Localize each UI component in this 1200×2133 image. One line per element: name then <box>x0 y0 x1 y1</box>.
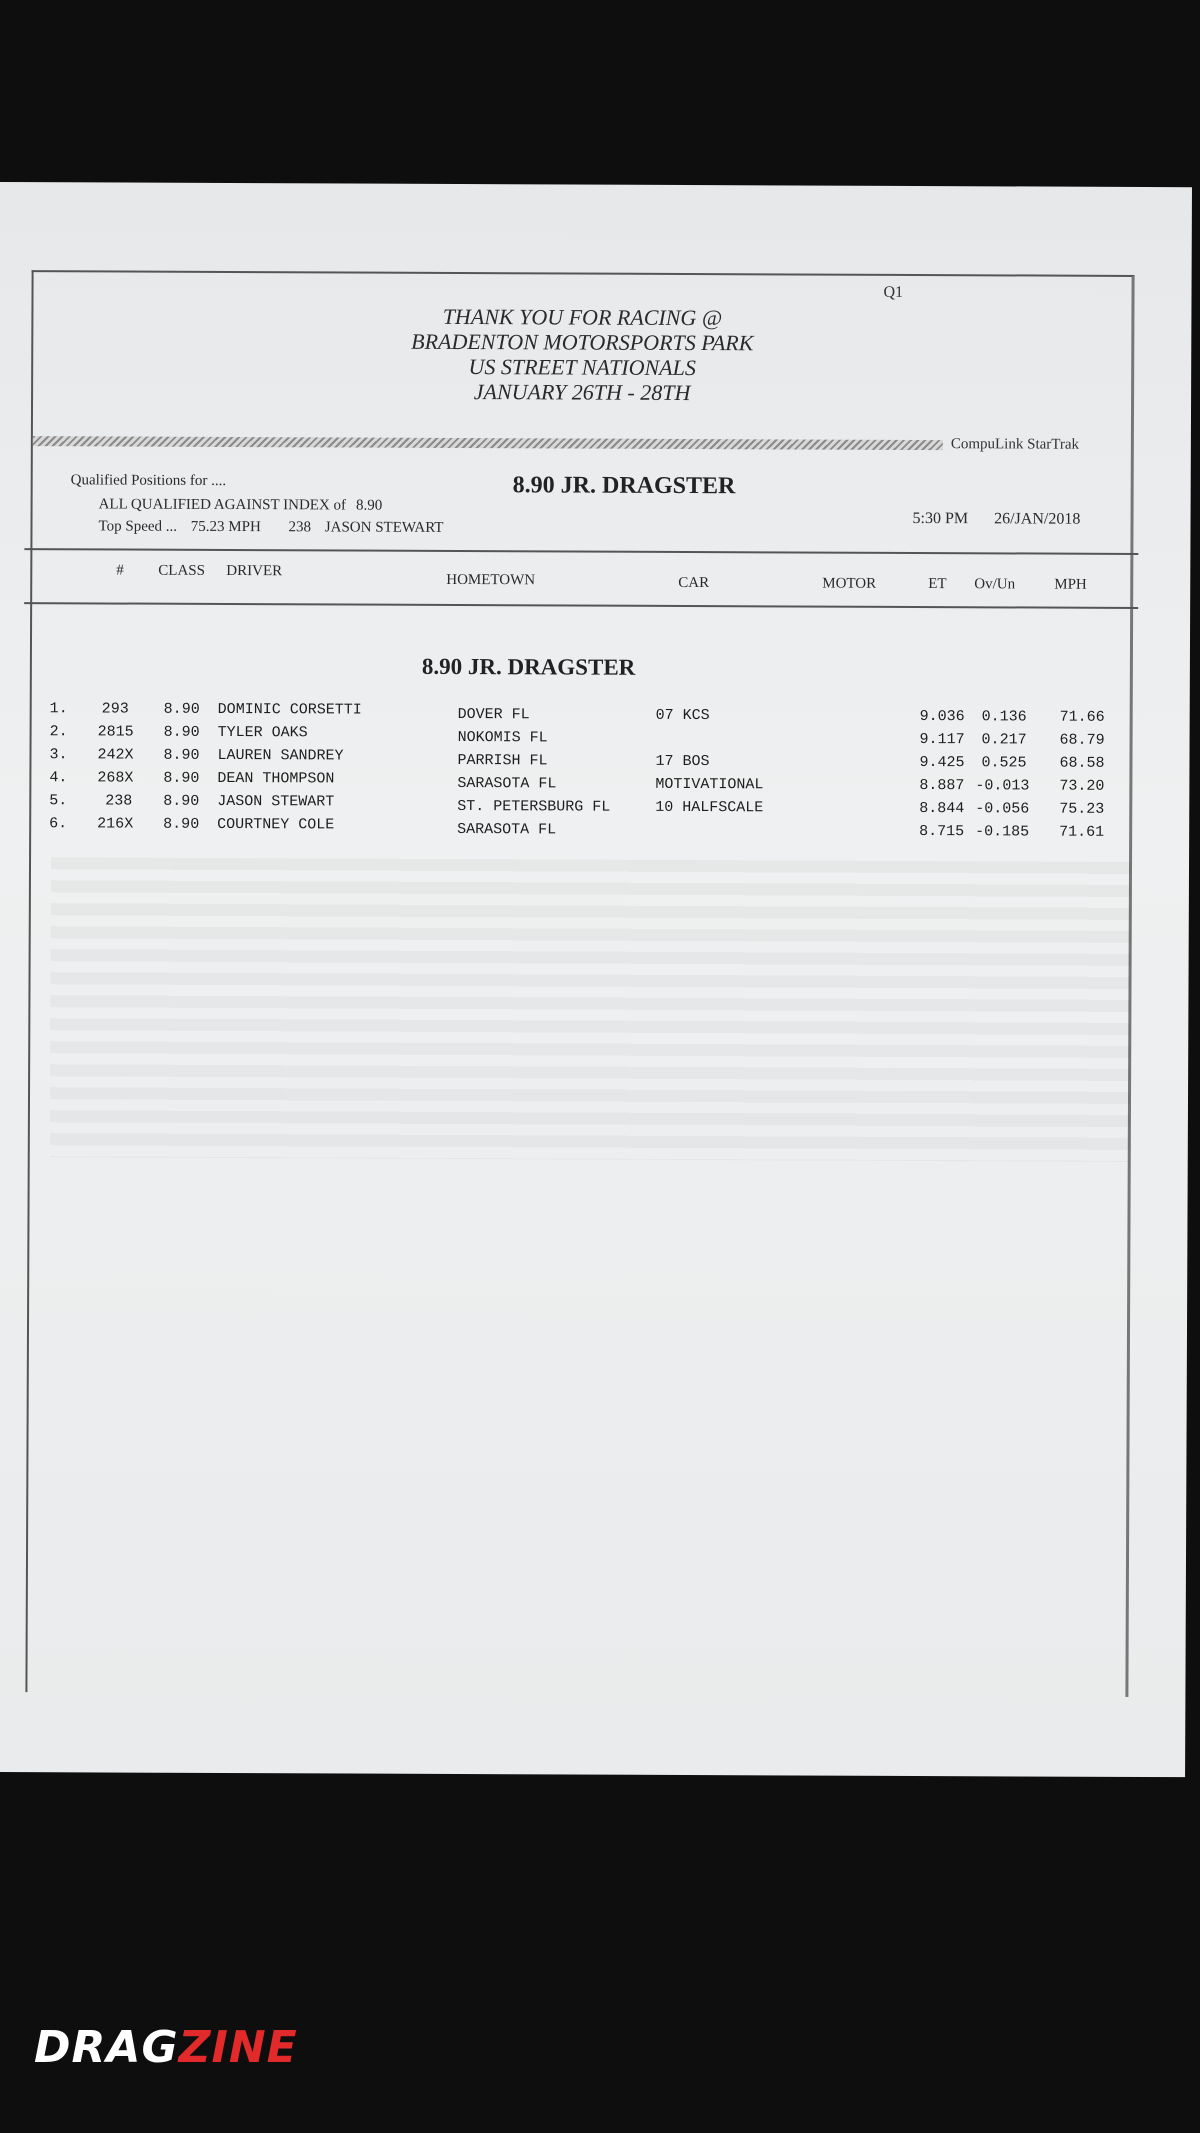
cell-mph: 68.58 <box>1059 754 1105 772</box>
thank-you-banner <box>33 302 1131 407</box>
col-num: # <box>116 562 124 579</box>
sheet-frame <box>25 270 1134 1697</box>
cell-driver: DOMINIC CORSETTI <box>217 700 362 719</box>
cell-class: 8.90 <box>163 723 200 741</box>
col-driver: DRIVER <box>226 562 283 580</box>
cell-driver: TYLER OAKS <box>217 723 308 742</box>
top-speed-label: Top Speed ... <box>98 518 178 535</box>
top-speed-line <box>98 518 453 537</box>
col-motor: MOTOR <box>822 575 877 592</box>
cell-class: 8.90 <box>163 769 200 787</box>
cell-driver: DEAN THOMPSON <box>217 769 335 788</box>
cell-car: 07 KCS <box>655 706 710 725</box>
cell-num: 293 <box>101 700 129 718</box>
section-title: 8.90 JR. DRAGSTER <box>421 653 636 680</box>
cell-hometown: NOKOMIS FL <box>457 729 548 747</box>
banner-line: US STREET NATIONALS <box>468 354 696 381</box>
cell-et: 8.887 <box>919 777 965 795</box>
cell-ovun: -0.185 <box>975 823 1030 841</box>
hatch-divider <box>33 436 943 450</box>
cell-driver: COURTNEY COLE <box>217 815 335 834</box>
banner-line: THANK YOU FOR RACING @ <box>442 303 723 331</box>
cell-ovun: 0.217 <box>981 731 1027 749</box>
cell-mph: 73.20 <box>1059 777 1105 795</box>
cell-class: 8.90 <box>163 700 200 718</box>
logo-part-zine: ZINE <box>178 2022 298 2073</box>
col-class: CLASS <box>158 562 206 579</box>
results-sheet <box>0 182 1192 1777</box>
top-speed-driver: JASON STEWART <box>324 519 444 536</box>
cell-et: 9.117 <box>919 731 965 749</box>
cell-num: 2815 <box>97 723 134 741</box>
cell-hometown: DOVER FL <box>457 706 530 724</box>
col-hometown: HOMETOWN <box>446 571 536 589</box>
cell-ovun: 0.136 <box>981 708 1027 726</box>
cell-ovun: 0.525 <box>981 754 1027 772</box>
cell-car: MOTIVATIONAL <box>655 775 764 794</box>
cell-pos: 3. <box>49 746 68 764</box>
cell-et: 8.715 <box>919 823 965 841</box>
cell-num: 242X <box>97 746 134 764</box>
cell-pos: 1. <box>49 700 68 718</box>
cell-num: 216X <box>97 815 134 833</box>
cell-ovun: -0.056 <box>975 800 1030 818</box>
table-row <box>49 815 1139 843</box>
cell-et: 9.425 <box>919 754 965 772</box>
col-car: CAR <box>678 574 710 592</box>
faded-bleedthrough <box>50 857 1131 1162</box>
cell-car: 17 BOS <box>655 752 710 771</box>
brand-label: CompuLink StarTrak <box>950 436 1080 453</box>
index-value: 8.90 <box>356 497 383 514</box>
cell-et: 9.036 <box>919 708 965 726</box>
top-speed-value: 75.23 MPH <box>190 518 261 536</box>
cell-mph: 71.66 <box>1059 708 1105 726</box>
cell-driver: LAUREN SANDREY <box>217 746 344 765</box>
header-rule-bottom <box>24 602 1138 609</box>
cell-car: 10 HALFSCALE <box>655 798 764 817</box>
top-speed-car: 238 <box>288 519 312 536</box>
qualified-label: Qualified Positions for .... <box>70 472 227 489</box>
timestamp <box>912 510 1106 529</box>
index-line <box>99 496 393 514</box>
index-label: ALL QUALIFIED AGAINST INDEX of <box>98 496 347 514</box>
event-title: 8.90 JR. DRAGSTER <box>512 472 736 500</box>
cell-pos: 5. <box>49 792 68 810</box>
cell-et: 8.844 <box>919 800 965 818</box>
cell-mph: 71.61 <box>1059 823 1105 841</box>
cell-hometown: ST. PETERSBURG FL <box>457 798 611 816</box>
cell-pos: 4. <box>49 769 68 787</box>
header-rule-top <box>24 548 1138 555</box>
cell-mph: 68.79 <box>1059 731 1105 749</box>
banner-line: BRADENTON MOTORSPORTS PARK <box>411 328 754 356</box>
cell-num: 238 <box>105 792 133 810</box>
logo-part-drag: DRAG <box>34 2022 179 2073</box>
cell-pos: 2. <box>49 723 68 741</box>
col-ovun: Ov/Un <box>974 576 1016 593</box>
cell-pos: 6. <box>49 815 68 833</box>
cell-hometown: SARASOTA FL <box>457 821 557 839</box>
cell-hometown: SARASOTA FL <box>457 775 557 793</box>
cell-ovun: -0.013 <box>975 777 1030 795</box>
dragzine-logo <box>34 2022 298 2073</box>
cell-class: 8.90 <box>163 746 200 764</box>
banner-line: JANUARY 26TH - 28TH <box>473 379 691 406</box>
cell-driver: JASON STEWART <box>217 792 335 811</box>
cell-class: 8.90 <box>163 792 200 810</box>
print-date: 26/JAN/2018 <box>994 510 1081 528</box>
col-et: ET <box>928 576 947 593</box>
session-label: Q1 <box>883 283 904 301</box>
cell-mph: 75.23 <box>1059 800 1105 818</box>
col-mph: MPH <box>1054 576 1087 593</box>
cell-hometown: PARRISH FL <box>457 752 548 770</box>
cell-num: 268X <box>97 769 134 787</box>
cell-class: 8.90 <box>163 815 200 833</box>
print-time: 5:30 PM <box>912 509 969 528</box>
